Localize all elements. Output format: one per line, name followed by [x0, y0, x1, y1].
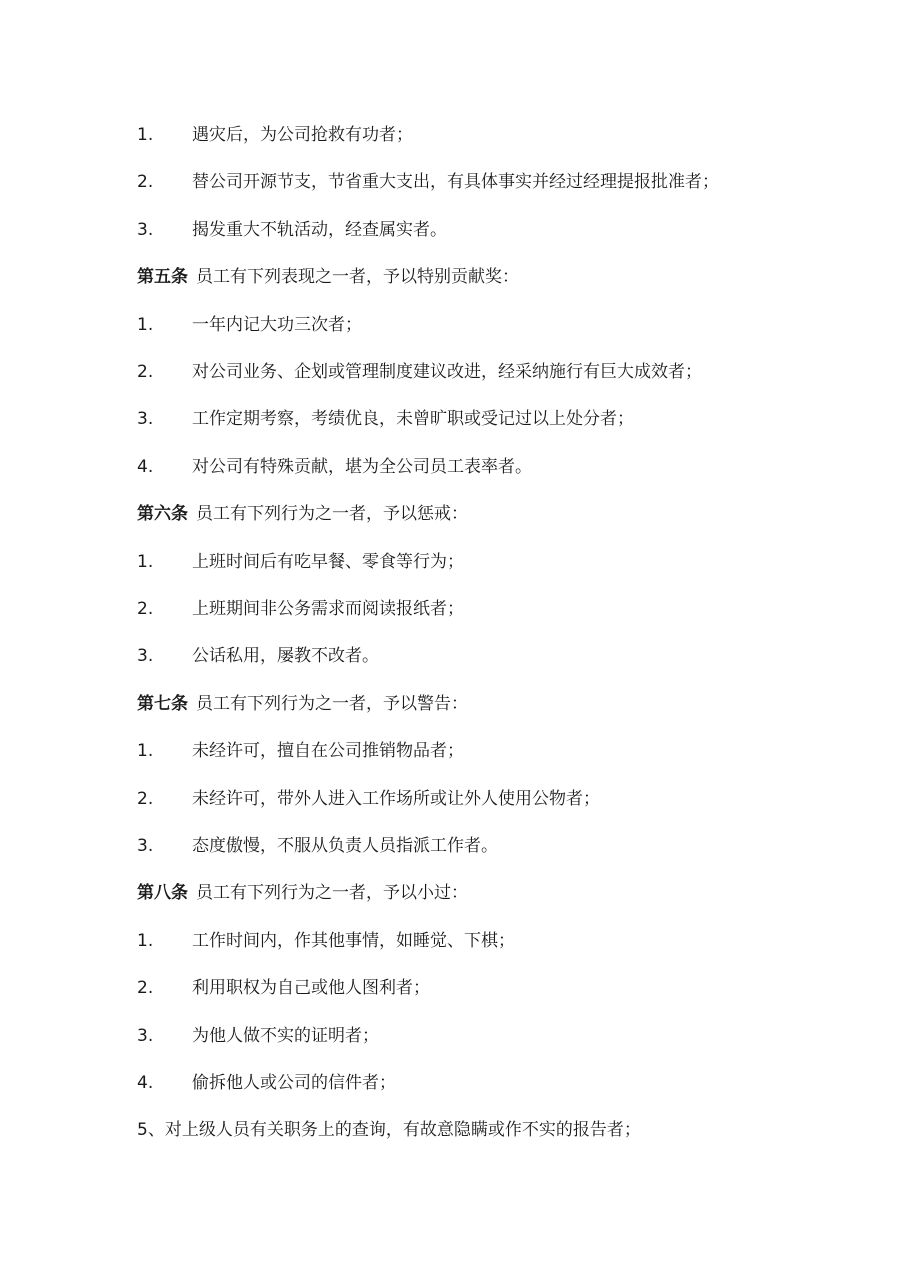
item-number: 1. [137, 931, 154, 951]
item-number: 2. [137, 172, 154, 192]
list-item [137, 357, 865, 387]
item-text: 一年内记大功三次者； [192, 315, 362, 335]
list-item [137, 784, 865, 814]
list-item [137, 120, 865, 150]
item-number: 3. [137, 220, 154, 240]
article-text: 员工有下列表现之一者，予以特别贡献奖： [196, 267, 519, 287]
item-text: 遇灾后，为公司抢救有功者； [192, 125, 413, 145]
list-item [137, 1021, 865, 1051]
article-heading-7 [137, 689, 865, 719]
item-text: 上班期间非公务需求而阅读报纸者； [192, 599, 464, 619]
item-text: 未经许可，带外人进入工作场所或让外人使用公物者； [192, 789, 600, 809]
item-number: 3. [137, 646, 154, 666]
list-item [137, 547, 865, 577]
article-heading-6 [137, 499, 865, 529]
item-number: 4. [137, 457, 154, 477]
item-text: 工作时间内，作其他事情，如睡觉、下棋； [192, 931, 515, 951]
list-item [137, 594, 865, 624]
list-item [137, 736, 865, 766]
item-text: 利用职权为自己或他人图利者； [192, 978, 430, 998]
item-text: 态度傲慢，不服从负责人员指派工作者。 [192, 836, 498, 856]
item-number: 1. [137, 125, 154, 145]
list-item [137, 973, 865, 1003]
item-text: 未经许可，擅自在公司推销物品者； [192, 741, 464, 761]
item-number: 3. [137, 1026, 154, 1046]
item-number: 1. [137, 552, 154, 572]
article-text: 员工有下列行为之一者，予以小过： [196, 883, 468, 903]
item-text: 上班时间后有吃早餐、零食等行为； [192, 552, 464, 572]
item-text: 偷拆他人或公司的信件者； [192, 1073, 396, 1093]
list-item [137, 831, 865, 861]
item-number: 4. [137, 1073, 154, 1093]
item-text: 对公司业务、企划或管理制度建议改进，经采纳施行有巨大成效者； [192, 362, 702, 382]
list-item [137, 215, 865, 245]
item-number: 2. [137, 789, 154, 809]
item-text: 对公司有特殊贡献，堪为全公司员工表率者。 [192, 457, 532, 477]
list-item [137, 1068, 865, 1098]
article-label: 第六条 [137, 504, 188, 524]
article-label: 第八条 [137, 883, 188, 903]
item-number: 3. [137, 409, 154, 429]
list-item [137, 167, 865, 197]
list-item [137, 452, 865, 482]
article-heading-8 [137, 878, 865, 908]
item-text: 为他人做不实的证明者； [192, 1026, 379, 1046]
item-number: 2. [137, 362, 154, 382]
list-item [137, 926, 865, 956]
item-number: 2. [137, 599, 154, 619]
list-item-plain [137, 1115, 865, 1145]
article-heading-5 [137, 262, 865, 292]
item-text: 替公司开源节支，节省重大支出，有具体事实并经过经理提报批准者； [192, 172, 719, 192]
item-number: 3. [137, 836, 154, 856]
item-number: 1. [137, 741, 154, 761]
list-item [137, 404, 865, 434]
item-text: 揭发重大不轨活动，经查属实者。 [192, 220, 447, 240]
list-item [137, 310, 865, 340]
item-text: 公话私用，屡教不改者。 [192, 646, 379, 666]
article-label: 第七条 [137, 694, 188, 714]
article-label: 第五条 [137, 267, 188, 287]
item-text: 5、对上级人员有关职务上的查询，有故意隐瞒或作不实的报告者； [137, 1120, 641, 1140]
article-text: 员工有下列行为之一者，予以警告： [196, 694, 468, 714]
article-text: 员工有下列行为之一者，予以惩戒： [196, 504, 468, 524]
item-text: 工作定期考察，考绩优良，未曾旷职或受记过以上处分者； [192, 409, 634, 429]
list-item [137, 641, 865, 671]
item-number: 2. [137, 978, 154, 998]
item-number: 1. [137, 315, 154, 335]
